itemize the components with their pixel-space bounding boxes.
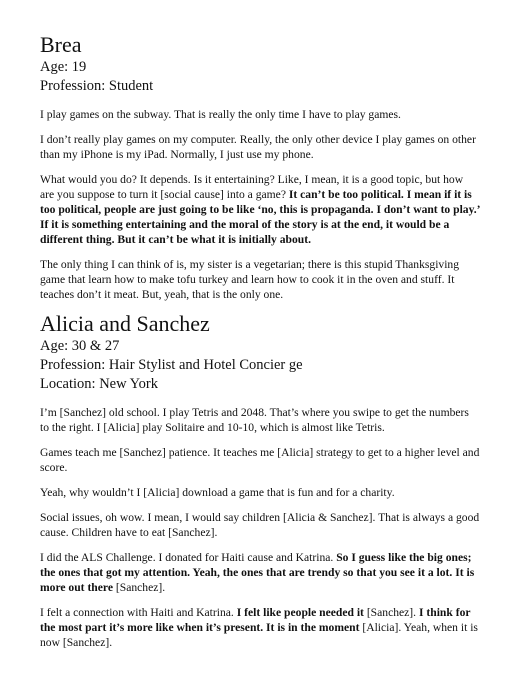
text-run: What would you do? It depends. Is it entertaining? Like, I mean, it is a good topic, but how are you suppose to turn it [social cause] into a game? — [40, 173, 464, 201]
document-page — [40, 32, 480, 650]
text-run: I’m [Sanchez] old school. I play Tetris and 2048. That’s where you swipe to get the numbers to the right. I [Alicia] play Solitaire and 10-10, which is almost like Tetris. — [40, 406, 469, 434]
text-run: I don’t really play games on my computer. Really, the only other device I play games on other than my iPhone is my iPad. Normally, I just use my phone. — [40, 133, 476, 161]
paragraph — [40, 605, 480, 650]
paragraph — [40, 550, 480, 595]
text-run: I felt a connection with Haiti and Katrina. — [40, 606, 237, 619]
profile-location: Location: New York — [40, 376, 159, 392]
profile-name: Alicia and Sanchez — [40, 311, 210, 336]
profile-profession: Profession: Student — [40, 78, 154, 94]
profile-age: Age: 30 & 27 — [40, 338, 120, 354]
paragraph — [40, 510, 480, 540]
profile-profession: Profession: Hair Stylist and Hotel Concier ge — [40, 357, 303, 373]
text-run: I play games on the subway. That is really the only time I have to play games. — [40, 108, 401, 121]
profile-paragraphs — [40, 405, 480, 650]
text-run: I did the ALS Challenge. I donated for Haiti cause and Katrina. — [40, 551, 337, 564]
text-run: Yeah, why wouldn’t I [Alicia] download a game that is fun and for a charity. — [40, 486, 395, 499]
paragraph — [40, 107, 480, 122]
text-run: [Sanchez]. — [112, 581, 166, 594]
bold-quote: I think for the most part it’s more like when it’s present. It is in the moment — [40, 606, 471, 634]
text-run: [Alicia]. Yeah, when it is now [Sanchez]. — [40, 621, 478, 649]
profile-name: Brea — [40, 32, 82, 57]
profile-alicia-sanchez — [40, 311, 480, 650]
paragraph — [40, 257, 480, 302]
paragraph — [40, 445, 480, 475]
bold-quote: I felt like people needed it — [236, 606, 364, 619]
paragraph — [40, 405, 480, 435]
paragraph — [40, 172, 480, 247]
bold-quote: It can’t be too political. I mean if it is too political, people are just going to be like ‘no, this is propaganda. I don’t want to play.’ If it is something entertaining and the moral of the story is at the end, it would be a different thing. But it can’t be what it is initially about. — [40, 188, 480, 246]
text-run: Social issues, oh wow. I mean, I would say children [Alicia & Sanchez]. That is always a good cause. Children have to eat [Sanchez]. — [40, 511, 480, 539]
text-run: The only thing I can think of is, my sister is a vegetarian; there is this stupid Thanksgiving game that learn how to make tofu turkey and learn how to cook it in the oven and stuff. It teaches don’t it meat. But, yeah, that is the only one. — [40, 258, 460, 301]
profile-age: Age: 19 — [40, 59, 87, 75]
text-run: Games teach me [Sanchez] patience. It teaches me [Alicia] strategy to get to a higher level and score. — [40, 446, 480, 474]
profile-paragraphs — [40, 107, 480, 302]
text-run: [Sanchez]. — [363, 606, 419, 619]
bold-quote: So I guess like the big ones; the ones that got my attention. Yeah, the ones that are trendy so that you see it a lot. It is more out there — [40, 551, 475, 594]
profile-brea — [40, 32, 480, 302]
paragraph — [40, 485, 480, 500]
paragraph — [40, 132, 480, 162]
